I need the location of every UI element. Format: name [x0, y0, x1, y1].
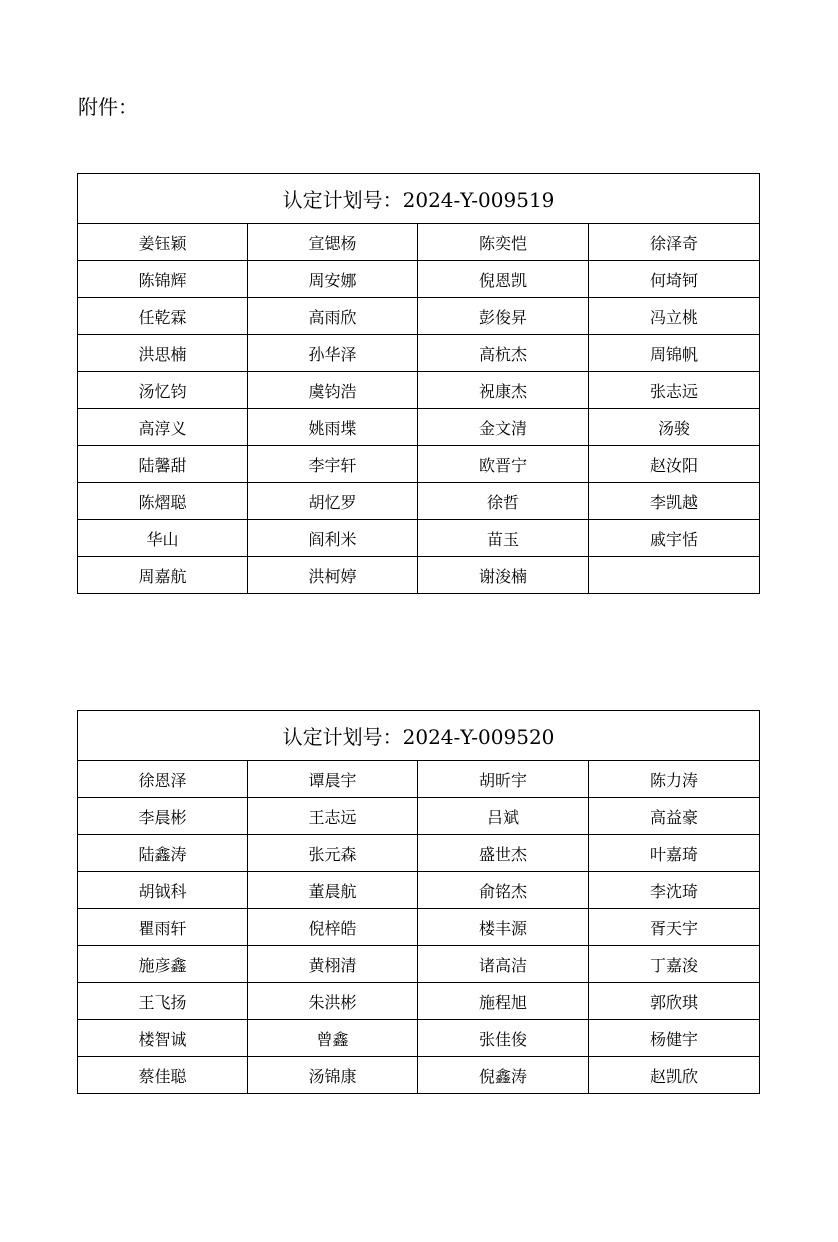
- name-cell: 徐泽奇: [589, 224, 760, 261]
- name-cell: 任乾霖: [78, 298, 248, 335]
- name-cell: 倪鑫涛: [418, 1057, 589, 1094]
- table-row: [78, 224, 760, 261]
- table-row: [78, 983, 760, 1020]
- name-cell: 瞿雨轩: [78, 909, 248, 946]
- table-row: [78, 835, 760, 872]
- name-cell: 周锦帆: [589, 335, 760, 372]
- name-cell: 叶嘉琦: [589, 835, 760, 872]
- name-cell: 胡忆罗: [248, 483, 418, 520]
- name-cell: 杨健宇: [589, 1020, 760, 1057]
- name-cell: 陆馨甜: [78, 446, 248, 483]
- name-cell: 高淳义: [78, 409, 248, 446]
- name-cell: 盛世杰: [418, 835, 589, 872]
- table-row: [78, 409, 760, 446]
- name-cell: 华山: [78, 520, 248, 557]
- name-cell: 胡昕宇: [418, 761, 589, 798]
- roster-table-009520: [77, 710, 760, 1094]
- attachment-heading: 附件：: [78, 95, 138, 119]
- name-cell: 王飞扬: [78, 983, 248, 1020]
- table-row: [78, 1020, 760, 1057]
- name-cell: 虞钧浩: [248, 372, 418, 409]
- name-cell: 陈奕恺: [418, 224, 589, 261]
- name-cell: 陆鑫涛: [78, 835, 248, 872]
- name-cell: 张元森: [248, 835, 418, 872]
- table-row: [78, 335, 760, 372]
- name-cell: 李沈琦: [589, 872, 760, 909]
- name-cell: 曾鑫: [248, 1020, 418, 1057]
- name-cell: 黄栩清: [248, 946, 418, 983]
- name-cell: 苗玉: [418, 520, 589, 557]
- name-cell: 徐哲: [418, 483, 589, 520]
- name-cell: 赵汝阳: [589, 446, 760, 483]
- name-cell: 李晨彬: [78, 798, 248, 835]
- table-row: [78, 372, 760, 409]
- name-cell: 丁嘉浚: [589, 946, 760, 983]
- name-cell: 金文清: [418, 409, 589, 446]
- name-cell: 何埼钶: [589, 261, 760, 298]
- name-cell: 吕斌: [418, 798, 589, 835]
- name-cell: 赵凯欣: [589, 1057, 760, 1094]
- name-cell: 陈熠聪: [78, 483, 248, 520]
- name-cell: 汤锦康: [248, 1057, 418, 1094]
- name-cell: 戚宇恬: [589, 520, 760, 557]
- name-cell: 汤忆钧: [78, 372, 248, 409]
- table-row: [78, 1057, 760, 1094]
- table-row: [78, 761, 760, 798]
- name-cell: 姜钰颖: [78, 224, 248, 261]
- plan-number-title: 认定计划号：2024-Y-009519: [78, 174, 760, 224]
- name-cell: 张佳俊: [418, 1020, 589, 1057]
- name-cell: 董晨航: [248, 872, 418, 909]
- name-cell: 楼智诚: [78, 1020, 248, 1057]
- name-cell: 谭晨宇: [248, 761, 418, 798]
- table-row: [78, 872, 760, 909]
- name-cell: 宣锶杨: [248, 224, 418, 261]
- name-cell: 俞铭杰: [418, 872, 589, 909]
- table-row: [78, 798, 760, 835]
- name-cell: 李凯越: [589, 483, 760, 520]
- table-row: [78, 261, 760, 298]
- name-cell: 洪思楠: [78, 335, 248, 372]
- name-cell: 张志远: [589, 372, 760, 409]
- name-cell: 施程旭: [418, 983, 589, 1020]
- name-cell: 徐恩泽: [78, 761, 248, 798]
- table-row: [78, 557, 760, 594]
- name-cell: 孙华泽: [248, 335, 418, 372]
- name-cell: 胥天宇: [589, 909, 760, 946]
- name-cell: 周安娜: [248, 261, 418, 298]
- name-cell: 高雨欣: [248, 298, 418, 335]
- name-cell: 倪恩凯: [418, 261, 589, 298]
- table-title-row: [78, 174, 760, 224]
- name-cell: [589, 557, 760, 594]
- name-cell: 洪柯婷: [248, 557, 418, 594]
- name-cell: 李宇轩: [248, 446, 418, 483]
- name-cell: 冯立桃: [589, 298, 760, 335]
- name-cell: 蔡佳聪: [78, 1057, 248, 1094]
- name-cell: 郭欣琪: [589, 983, 760, 1020]
- name-cell: 姚雨堞: [248, 409, 418, 446]
- name-cell: 祝康杰: [418, 372, 589, 409]
- name-cell: 高杭杰: [418, 335, 589, 372]
- name-cell: 倪梓皓: [248, 909, 418, 946]
- table-title-row: [78, 711, 760, 761]
- name-cell: 谢浚楠: [418, 557, 589, 594]
- name-cell: 王志远: [248, 798, 418, 835]
- roster-table-009519: [77, 173, 760, 594]
- name-cell: 欧晋宁: [418, 446, 589, 483]
- table-row: [78, 520, 760, 557]
- name-cell: 楼丰源: [418, 909, 589, 946]
- name-cell: 周嘉航: [78, 557, 248, 594]
- name-cell: 高益豪: [589, 798, 760, 835]
- name-cell: 诸高洁: [418, 946, 589, 983]
- name-cell: 朱洪彬: [248, 983, 418, 1020]
- table-row: [78, 909, 760, 946]
- table-row: [78, 946, 760, 983]
- name-cell: 施彦鑫: [78, 946, 248, 983]
- table-row: [78, 446, 760, 483]
- table-row: [78, 298, 760, 335]
- table-row: [78, 483, 760, 520]
- name-cell: 彭俊昇: [418, 298, 589, 335]
- name-cell: 陈力涛: [589, 761, 760, 798]
- name-cell: 陈锦辉: [78, 261, 248, 298]
- name-cell: 胡钺科: [78, 872, 248, 909]
- name-cell: 汤骏: [589, 409, 760, 446]
- name-cell: 阎利米: [248, 520, 418, 557]
- plan-number-title: 认定计划号：2024-Y-009520: [78, 711, 760, 761]
